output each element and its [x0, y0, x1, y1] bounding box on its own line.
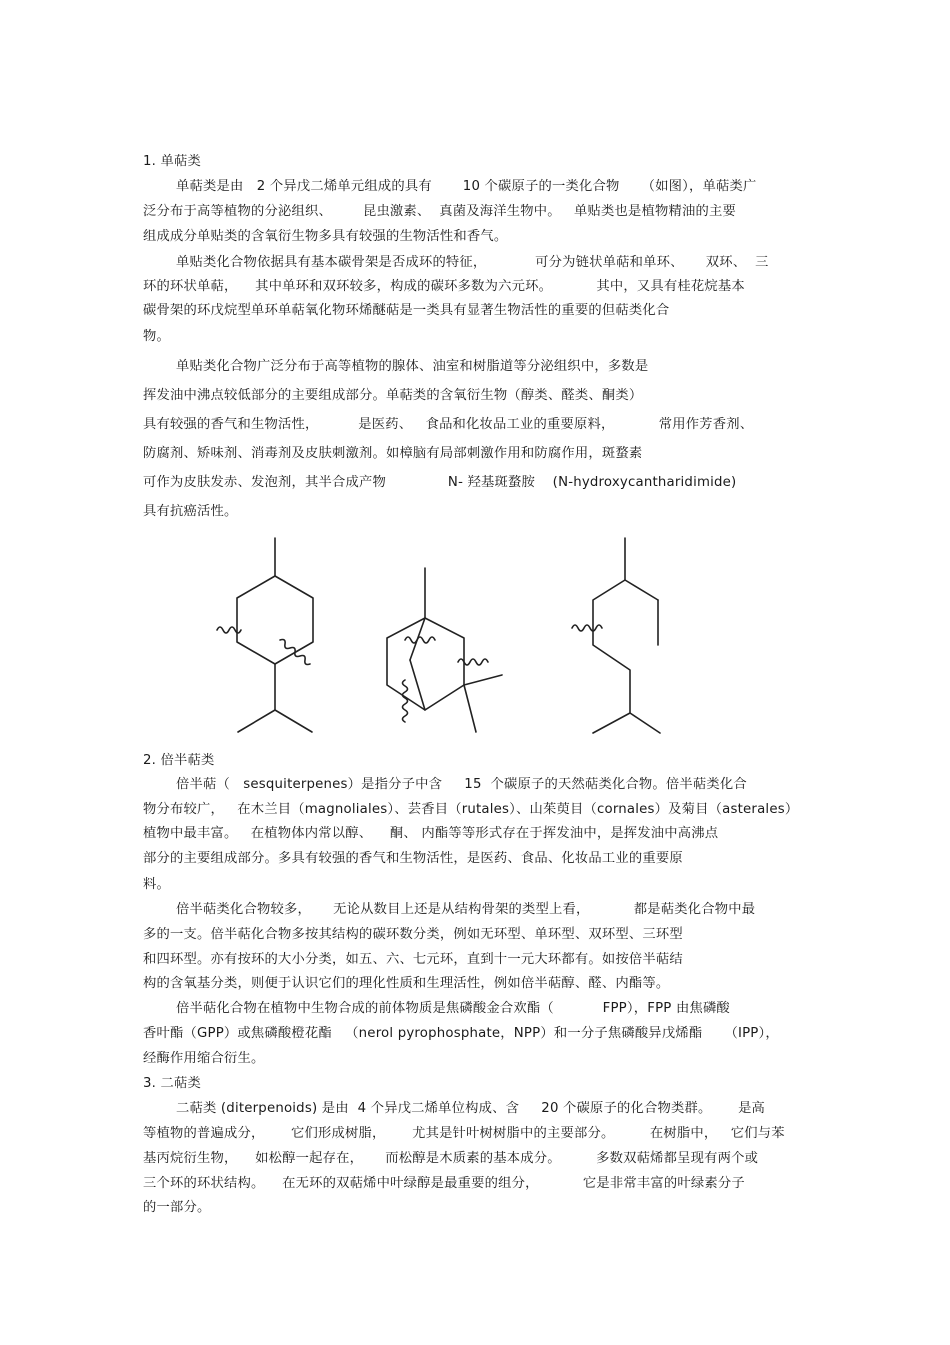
- s3-p1-line1: 二萜类 (diterpenoids) 是由 4 个异戊二烯单位构成、含 20 个碳原子的化合物类群。 是高: [176, 1101, 766, 1116]
- section2-heading: 2. 倍半萜类: [143, 753, 215, 768]
- s1-p1-line3: 组成成分单贴类的含氧衍生物多具有较强的生物活性和香气。: [143, 229, 508, 244]
- s1-p1-line2: 泛分布于高等植物的分泌组织、 昆虫激素、 真菌及海洋生物中。 单贴类也是植物精油的主要: [143, 204, 736, 219]
- s2-p3-line1: 倍半萜化合物在植物中生物合成的前体物质是焦磷酸金合欢酯（ FPP），FPP 由焦磷酸: [176, 1001, 730, 1016]
- s1-p1-line1: 单萜类是由 2 个异戊二烯单元组成的具有 10 个碳原子的一类化合物 （如图），单萜类广: [176, 179, 757, 194]
- s2-p1-line4: 部分的主要组成部分。多具有较强的香气和生物活性，是医药、食品、化妆品工业的重要原: [143, 851, 683, 866]
- s1-p2-line1: 单贴类化合物依据具有基本碳骨架是否成环的特征， 可分为链状单萜和单环、 双环、 三: [176, 255, 769, 270]
- s2-p2-line1: 倍半萜类化合物较多， 无论从数目上还是从结构骨架的类型上看， 都是萜类化合物中最: [176, 902, 756, 917]
- s1-p3-line5: 可作为皮肤发赤、发泡剂，其半合成产物 N- 羟基斑蝥胺 (N-hydroxycantharidimide): [143, 475, 737, 490]
- structure-menthane: [217, 538, 313, 732]
- s1-p3-line2: 挥发油中沸点较低部分的主要组成部分。单萜类的含氧衍生物（醇类、醛类、酮类）: [143, 388, 643, 403]
- s2-p1-line2: 物分布较广， 在木兰目（magnoliales）、芸香目（rutales）、山茱萸目（cornales）及菊目（asterales）: [143, 802, 799, 817]
- s1-p2-line4: 物。: [143, 329, 170, 344]
- s2-p2-line2: 多的一支。倍半萜化合物多按其结构的碳环数分类，例如无环型、单环型、双环型、三环型: [143, 927, 683, 942]
- s3-p1-line3: 基丙烷衍生物， 如松醇一起存在， 而松醇是木质素的基本成分。 多数双萜烯都呈现有两个或: [143, 1151, 759, 1166]
- structure-bicyclic: [387, 568, 502, 732]
- s3-p1-line4: 三个环的环状结构。 在无环的双萜烯中叶绿醇是最重要的组分， 它是非常丰富的叶绿素分子: [143, 1176, 745, 1191]
- structure-acyclic: [572, 538, 660, 733]
- s2-p1-line5: 料。: [143, 877, 170, 892]
- section3-heading: 3. 二萜类: [143, 1076, 202, 1091]
- s2-p1-line1: 倍半萜（ sesquiterpenes）是指分子中含 15 个碳原子的天然萜类化合物。倍半萜类化合: [176, 777, 747, 792]
- s1-p3-line1: 单贴类化合物广泛分布于高等植物的腺体、油室和树脂道等分泌组织中，多数是: [176, 359, 649, 374]
- s2-p1-line3: 植物中最丰富。 在植物体内常以醇、 酮、 内酯等等形式存在于挥发油中，是挥发油中高沸点: [143, 826, 719, 841]
- s1-p2-line3: 碳骨架的环戊烷型单环单萜氧化物环烯醚萜是一类具有显著生物活性的重要的但萜类化合: [143, 303, 670, 318]
- s1-p2-line2: 环的环状单萜， 其中单环和双环较多，构成的碳环多数为六元环。 其中，又具有桂花烷基本: [143, 279, 745, 294]
- s3-p1-line5: 的一部分。: [143, 1200, 211, 1215]
- s3-p1-line2: 等植物的普遍成分， 它们形成树脂， 尤其是针叶树树脂中的主要部分。 在树脂中， 它们与苯: [143, 1126, 785, 1141]
- s2-p3-line2: 香叶酯（GPP）或焦磷酸橙花酯 （nerol pyrophosphate，NPP）和一分子焦磷酸异戊烯酯 （IPP），: [143, 1026, 779, 1041]
- s1-p3-line4: 防腐剂、矫味剂、消毒剂及皮肤刺激剂。如樟脑有局部刺激作用和防腐作用，斑蝥素: [143, 446, 643, 461]
- s2-p2-line3: 和四环型。亦有按环的大小分类，如五、六、七元环，直到十一元大环都有。如按倍半萜结: [143, 952, 683, 967]
- s2-p3-line3: 经酶作用缩合衍生。: [143, 1051, 265, 1066]
- s1-p3-line3: 具有较强的香气和生物活性， 是医药、 食品和化妆品工业的重要原料， 常用作芳香剂、: [143, 417, 754, 432]
- monoterpene-skeletons-figure: [200, 530, 680, 740]
- section1-heading: 1. 单萜类: [143, 154, 202, 169]
- s1-p3-line6: 具有抗癌活性。: [143, 504, 238, 519]
- skeleton-drawings: [200, 530, 680, 740]
- s2-p2-line4: 构的含氧基分类，则便于认识它们的理化性质和生理活性，例如倍半萜醇、醛、内酯等。: [143, 976, 670, 991]
